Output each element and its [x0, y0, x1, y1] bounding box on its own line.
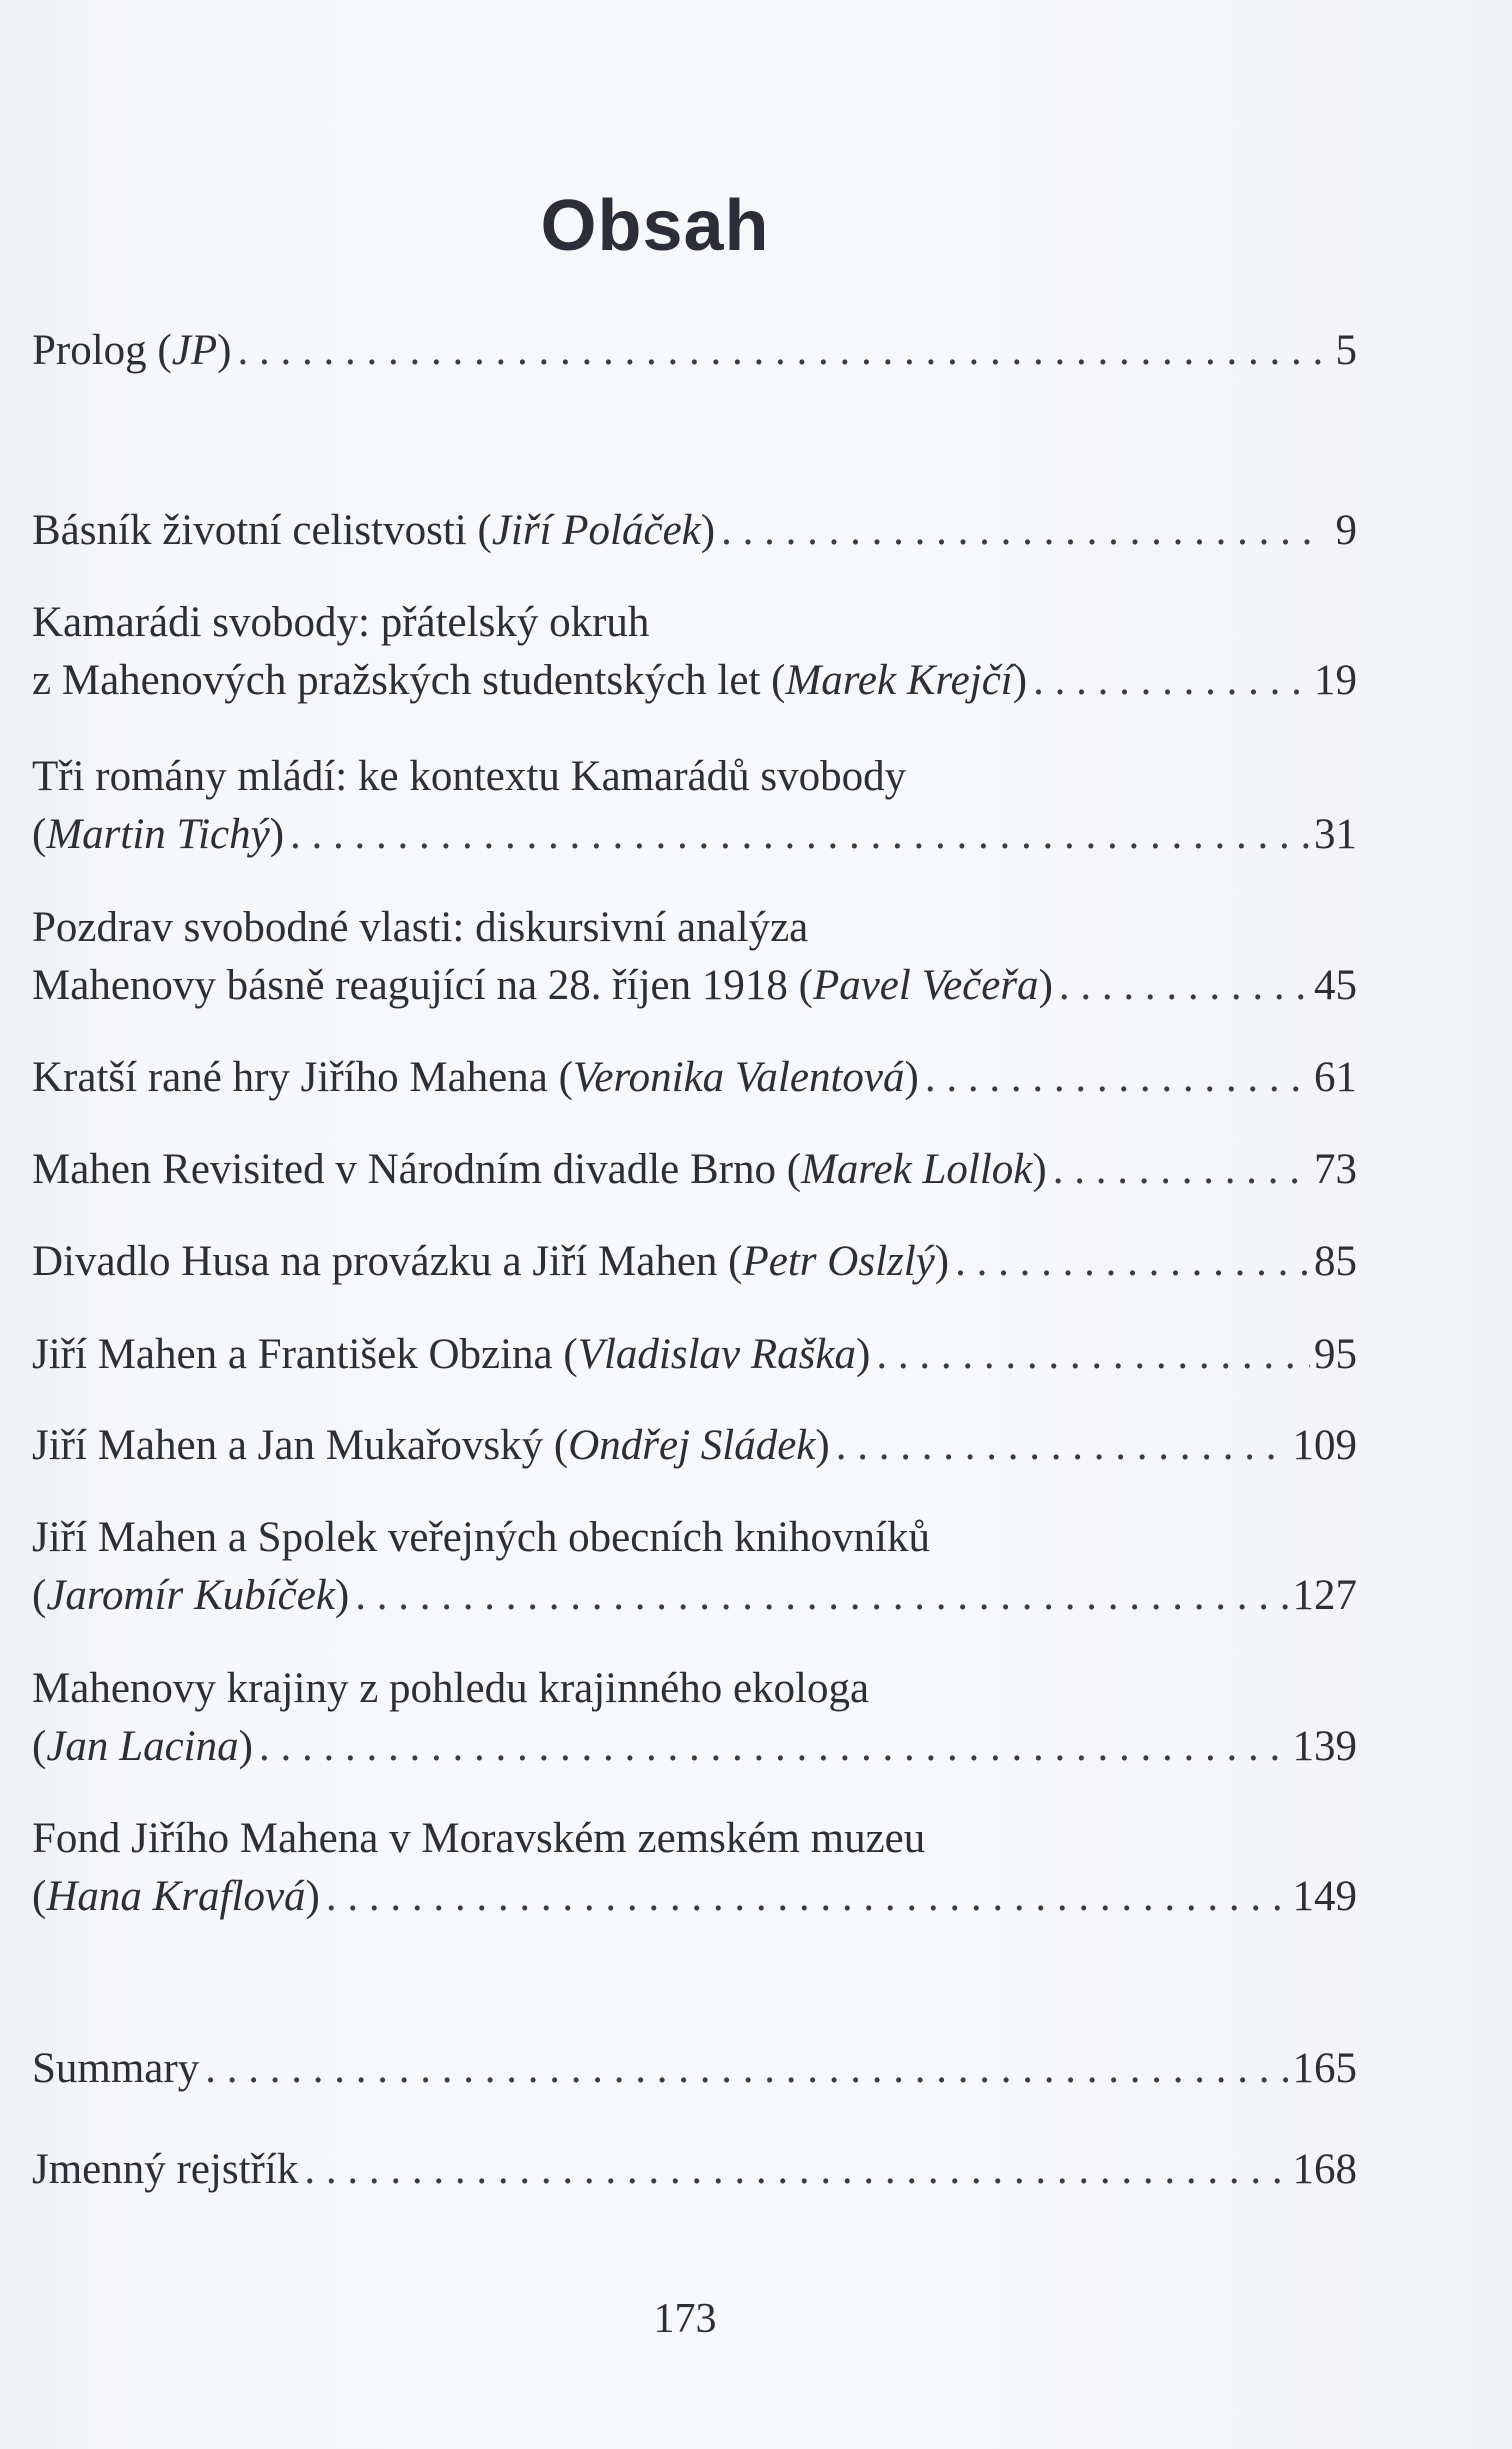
- entry-author: Pavel Večeřa: [812, 962, 1039, 1009]
- page-number: 85: [1314, 1238, 1357, 1285]
- entry-author: Ondřej Sládek: [568, 1422, 816, 1469]
- dot-leader: [925, 1049, 1310, 1107]
- entry-title-line: Fond Jiřího Mahena v Moravském zemském muzeu: [32, 1815, 926, 1862]
- toc-entry: Tři romány mládí: ke kontextu Kamarádů svobody (Martin Tichý) . . . 31: [32, 748, 1357, 864]
- entry-author: Jaromír Kubíček: [46, 1572, 335, 1619]
- dot-leader: [355, 1567, 1288, 1625]
- dot-leader: [205, 2040, 1288, 2098]
- entry-author: Marek Krejčí: [785, 657, 1013, 704]
- dot-leader: [1033, 652, 1310, 710]
- dot-leader: [836, 1417, 1289, 1475]
- page-number: 5: [1335, 327, 1357, 374]
- entry-author: Petr Oslzlý: [742, 1238, 935, 1285]
- page-number: 61: [1314, 1054, 1357, 1101]
- page-number: 45: [1314, 962, 1357, 1009]
- page-number: 19: [1314, 657, 1357, 704]
- toc-entry: Fond Jiřího Mahena v Moravském zemském muzeu (Hana Kraflová) . . . 149: [32, 1810, 1357, 1926]
- dot-leader: [721, 502, 1323, 560]
- entry-author: Vladislav Raška: [577, 1331, 856, 1378]
- toc-entry-summary: Summary . . . 165: [32, 2040, 1357, 2098]
- page-number: 9: [1335, 507, 1357, 554]
- entry-title-line: Jiří Mahen a Spolek veřejných obecních knihovníků: [32, 1514, 931, 1561]
- dot-leader: [955, 1233, 1310, 1291]
- page-number: 127: [1292, 1572, 1357, 1619]
- entry-title-line: Kamarádi svobody: přátelský okruh: [32, 599, 650, 646]
- toc-entry: Jiří Mahen a Jan Mukařovský (Ondřej Sládek) . . . 109: [32, 1417, 1357, 1475]
- entry-title-line: Tři romány mládí: ke kontextu Kamarádů svobody: [32, 753, 907, 800]
- toc-entry: Mahenovy krajiny z pohledu krajinného ekologa (Jan Lacina) . . . 139: [32, 1660, 1357, 1776]
- entry-author: JP: [171, 327, 218, 374]
- page-number: 165: [1292, 2045, 1357, 2092]
- toc-entry: Básník životní celistvosti (Jiří Poláček) . . . 9: [32, 502, 1357, 560]
- toc-entry: Pozdrav svobodné vlasti: diskursivní analýza Mahenovy básně reagující na 28. říjen 1918 (Pavel Večeřa) . . . 45: [32, 899, 1357, 1015]
- entry-title-line: Mahenovy krajiny z pohledu krajinného ekologa: [32, 1665, 870, 1712]
- dot-leader: [876, 1326, 1310, 1384]
- dot-leader: [237, 322, 1323, 380]
- page-number: 139: [1292, 1723, 1357, 1770]
- toc-entry: Kamarádi svobody: přátelský okruh z Mahenových pražských studentských let (Marek Krejčí) . . . 19: [32, 594, 1357, 710]
- dot-leader: [259, 1718, 1289, 1776]
- entry-author: Hana Kraflová: [46, 1873, 306, 1920]
- page-number: 149: [1292, 1873, 1357, 1920]
- dot-leader: [304, 2141, 1288, 2199]
- toc-entry: Jiří Mahen a František Obzina (Vladislav Raška) . . . 95: [32, 1326, 1357, 1384]
- toc-entry: Divadlo Husa na provázku a Jiří Mahen (Petr Oslzlý) . . . 85: [32, 1233, 1357, 1291]
- toc-entry: Kratší rané hry Jiřího Mahena (Veronika Valentová) . . . 61: [32, 1049, 1357, 1107]
- entry-author: Jan Lacina: [46, 1723, 239, 1770]
- entry-author: Jiří Poláček: [491, 507, 701, 554]
- page-number: 73: [1314, 1146, 1357, 1193]
- page-title: Obsah: [540, 186, 770, 266]
- page-number: 95: [1314, 1331, 1357, 1378]
- entry-author: Martin Tichý: [46, 811, 270, 858]
- entry-title-line: Pozdrav svobodné vlasti: diskursivní analýza: [32, 904, 809, 951]
- page-number: 109: [1292, 1422, 1357, 1469]
- page-number: 168: [1292, 2146, 1357, 2193]
- toc-entry-prolog: Prolog (JP) . . . 5: [32, 322, 1357, 380]
- dot-leader: [290, 806, 1310, 864]
- entry-author: Veronika Valentová: [572, 1054, 905, 1101]
- dot-leader: [1053, 1141, 1310, 1199]
- toc-entry-index: Jmenný rejstřík . . . 168: [32, 2141, 1357, 2199]
- entry-author: Marek Lollok: [801, 1146, 1033, 1193]
- page-number: 31: [1314, 811, 1357, 858]
- toc-entry: Mahen Revisited v Národním divadle Brno (Marek Lollok) . . . 73: [32, 1141, 1357, 1199]
- toc-entry: Jiří Mahen a Spolek veřejných obecních knihovníků (Jaromír Kubíček) . . . 127: [32, 1509, 1357, 1625]
- dot-leader: [326, 1868, 1289, 1926]
- dot-leader: [1059, 957, 1310, 1015]
- folio-page-number: 173: [653, 2296, 717, 2342]
